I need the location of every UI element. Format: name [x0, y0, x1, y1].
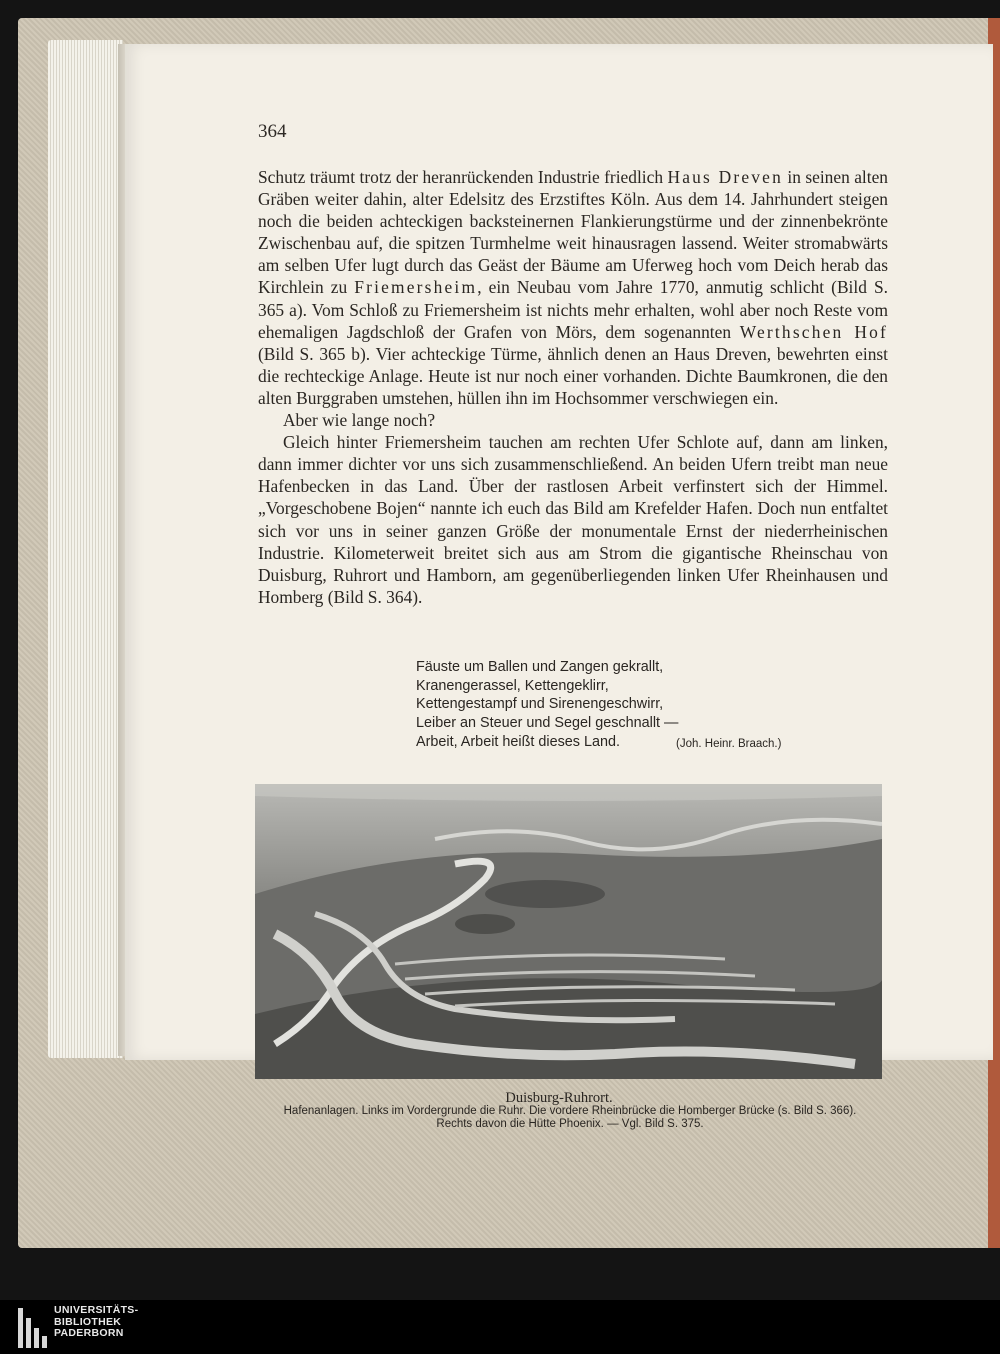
caption-title: Duisburg-Ruhrort. [505, 1090, 613, 1106]
spaced-text: Friemersheim [354, 277, 478, 298]
poem-line: Kettengestampf und Sirenengeschwirr, [416, 696, 664, 713]
logo-text-line: UNIVERSITÄTS- [54, 1304, 139, 1316]
page-number: 364 [258, 121, 287, 142]
aerial-photo-graphic [255, 784, 882, 1079]
poem-line: Kranengerassel, Kettengeklirr, [416, 677, 609, 694]
paragraph [258, 431, 888, 608]
library-logo-text [54, 1305, 138, 1340]
caption-text [240, 1105, 900, 1130]
text-run: Schutz träumt trotz der heranrückenden Industrie friedlich [258, 167, 668, 187]
caption-line: Rechts davon die Hütte Phoenix. — Vgl. Bild S. 375. [436, 1117, 704, 1130]
spaced-text: Haus Dreven [667, 167, 784, 187]
logo-text-line: PADERBORN [54, 1327, 124, 1339]
paragraph [258, 166, 888, 409]
text-run: (Bild S. 365 b). Vier achteckige Türme, ähnlich denen an Haus Dreven, bewehrten einst die rechteckige Anlage. Heute ist nur noch einer vorhanden. Dichte Baumkronen, die den alten Burggraben umstehen, hüllen ihn im Hochsommer verschwiegen ein. [258, 343, 888, 408]
text-run: Gleich hinter Friemersheim tauchen am rechten Ufer Schlote auf, dann am linken, dann immer dichter vor uns sich zusammenschließend. An beiden Ufern treibt man neue Hafenbecken in das Land. Über der rastlosen Arbeit verfinstert sich der Himmel. „Vorgeschobene Bojen“ nannte ich euch das Bild am Krefelder Hafen. Doch nun entfaltet sich vor uns in seiner ganzen Größe der monumentale Ernst der niederrheinischen Industrie. Kilometerweit breitet sich aus am Strom die gigantische Rheinschau von Duisburg, Ruhrort und Hamborn, am gegenüberliegenden linken Ufer Rheinhausen und Homberg (Bild S. 364). [258, 432, 888, 607]
paragraph [258, 409, 888, 431]
body-text [258, 166, 888, 608]
caption-line: Hafenanlagen. Links im Vordergrunde die Ruhr. Die vordere Rheinbrücke die Homberger Brücke (s. Bild S. 366). [283, 1105, 857, 1117]
logo-text-line: BIBLIOTHEK [54, 1315, 122, 1328]
library-logo-icon [18, 1308, 48, 1348]
poem-line: Arbeit, Arbeit heißt dieses Land. [416, 733, 620, 750]
text-run: Aber wie lange noch? [283, 410, 436, 431]
library-footer [0, 1300, 1000, 1354]
poem-line: Fäuste um Ballen und Zangen gekrallt, [416, 659, 664, 675]
text-run: in seinen alten Gräben weiter dahin, alter Edelsitz des Erzstiftes Köln. Aus dem 14. Jahrhundert steigen noch die beiden achteckigen backsteinernen Flankierungstürme und der zinnenbekrönte Zwischenbau auf, die spitzen Turmhelme weit hinausragen lassend. Weiter stromabwärts am selben Ufer lugt durch das Geäst der Bäume am Uferweg hoch vom Deich herab das Kirchlein zu [258, 167, 889, 298]
text-run: , ein Neubau vom Jahre 1770, anmutig schlicht (Bild S. 365 a). Vom Schloß zu Friemersheim ist nichts mehr erhalten, wohl aber noch Reste vom ehemaligen Jagdschloß der Grafen von Mörs, dem sogenannten [258, 277, 888, 342]
page-stack [48, 40, 123, 1058]
aerial-photo-duisburg-ruhrort [255, 784, 882, 1079]
book-page [125, 44, 993, 1130]
poem-attribution: (Joh. Heinr. Braach.) [676, 738, 782, 750]
poem-line: Leiber an Steuer und Segel geschnallt — [416, 715, 679, 732]
spaced-text: Werthschen Hof [739, 321, 888, 342]
